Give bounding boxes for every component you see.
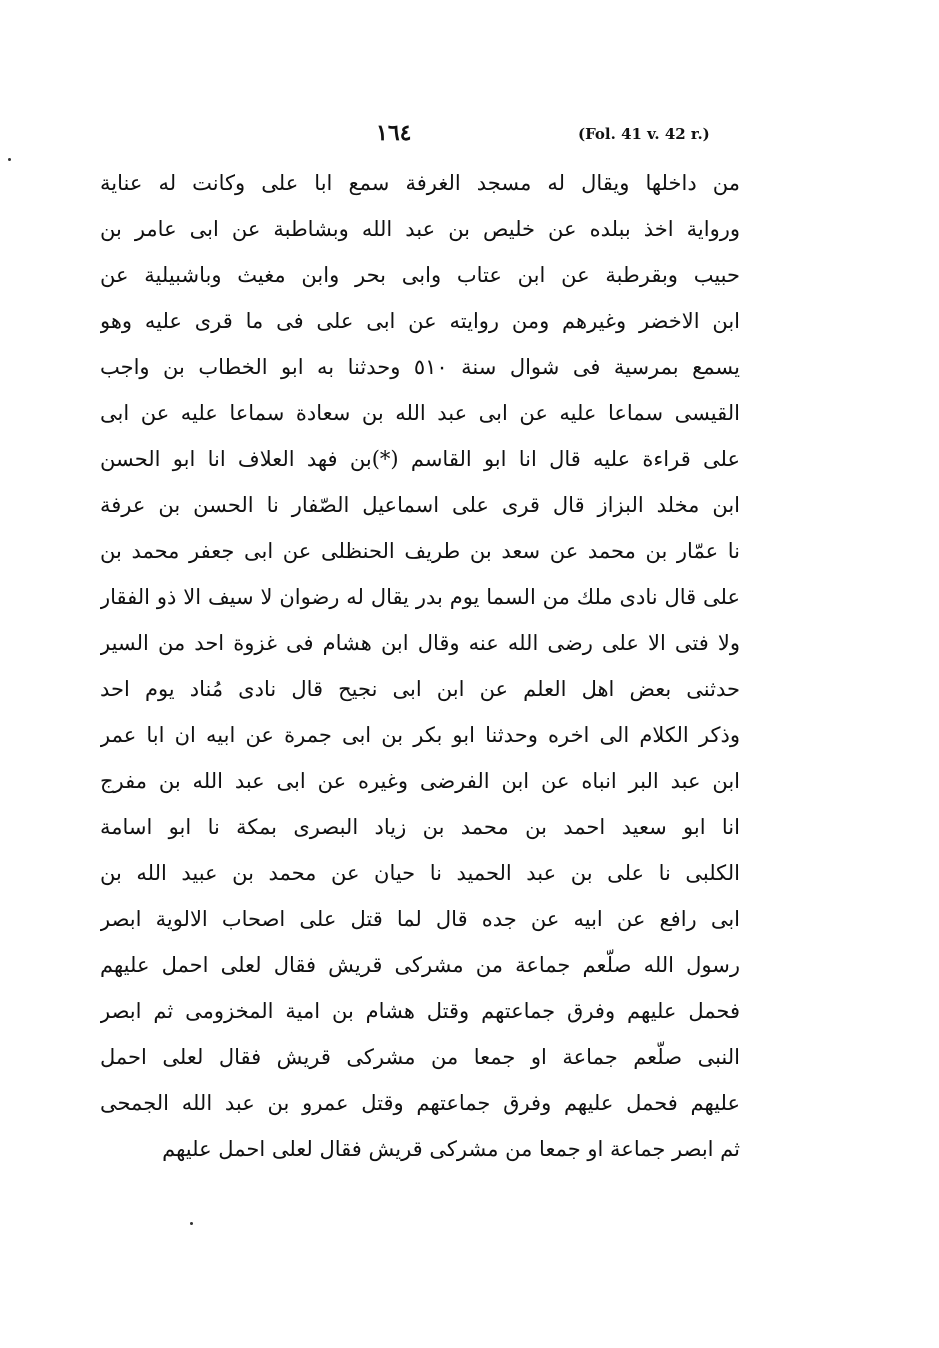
folio-reference: (Fol. 41 v. 42 r.) — [578, 125, 710, 143]
text-line: ابن الاخضر وغيرهم ومن روايته عن ابى على فى ما قرى عليه وهو — [100, 309, 740, 333]
text-line: عليهم فحمل عليهم وفرق جماعتهم وقتل عمرو بن عبد الله الجمحى — [100, 1091, 740, 1115]
text-line: فحمل عليهم وفرق جماعتهم وقتل هشام بن امية المخزومى ثم ابصر — [100, 999, 740, 1023]
text-line: انا ابو سعيد احمد بن محمد بن زياد البصرى بمكة نا ابو اسامة — [100, 815, 740, 839]
text-line: ولا فتى الا على رضى الله عنه وقال ابن هشام فى غزوة احد من السير — [100, 631, 740, 655]
text-line: ابن مخلد البزاز قال قرى على اسماعيل الصّفار نا الحسن بن عرفة — [100, 493, 740, 517]
text-line: حبيب وبقرطبة عن ابن عتاب وابى بحر وابن مغيث وباشبيلية عن — [100, 263, 740, 287]
text-line: حدثنى بعض اهل العلم عن ابن ابى نجيح قال نادى مُناد يوم احد — [100, 677, 740, 701]
text-line: من داخلها ويقال له مسجد الغرفة سمع ابا على وكانت له عناية — [100, 171, 740, 195]
text-line: ابى رافع عن ابيه عن جده قال لما قتل على اصحاب الالوية ابصر — [100, 907, 740, 931]
page-number: ١٦٤ — [376, 120, 412, 146]
arabic-text-body — [100, 160, 740, 1172]
text-line: ثم ابصر جماعة او جمعا من مشركى قريش فقال لعلى احمل عليهم — [162, 1137, 740, 1161]
ink-speck — [8, 158, 11, 161]
text-line: النبى صلّعم جماعة او جمعا من مشركى قريش فقال لعلى احمل — [100, 1045, 740, 1069]
text-line: نا عمّار بن محمد عن سعد بن طريف الحنظلى عن ابى جعفر محمد بن — [100, 539, 740, 563]
text-line: على قال نادى ملك من السما يوم بدر يقال له رضوان لا سيف الا ذو الفقار — [100, 585, 740, 609]
text-line: القيسى سماعا عليه عن ابى عبد الله بن سعادة سماعا عليه عن ابى — [100, 401, 740, 425]
page-header — [100, 118, 740, 148]
ink-speck — [190, 1222, 193, 1225]
text-line: الكلبى نا على بن عبد الحميد نا حيان عن محمد بن عبيد الله بن — [100, 861, 740, 885]
text-line: يسمع بمرسية فى شوال سنة ٥١٠ وحدثنا به ابو الخطاب بن واجب — [100, 355, 740, 379]
text-line: رسول الله صلّعم جماعة من مشركى قريش فقال لعلى احمل عليهم — [100, 953, 740, 977]
text-line: وذكر الكلام الى اخره وحدثنا ابو بكر بن ابى جمرة عن ابيه ان ابا عمر — [100, 723, 740, 747]
text-line: ورواية اخذ ببلده عن خليص بن عبد الله وبشاطبة عن ابى عامر بن — [100, 217, 740, 241]
text-line: ابن عبد البر انباه عن ابن الفرضى وغيره عن ابى عبد الله بن مفرج — [100, 769, 740, 793]
text-line: على قراءة عليه قال انا ابو القاسم (*)بن فهد العلاف انا ابو الحسن — [100, 447, 740, 471]
